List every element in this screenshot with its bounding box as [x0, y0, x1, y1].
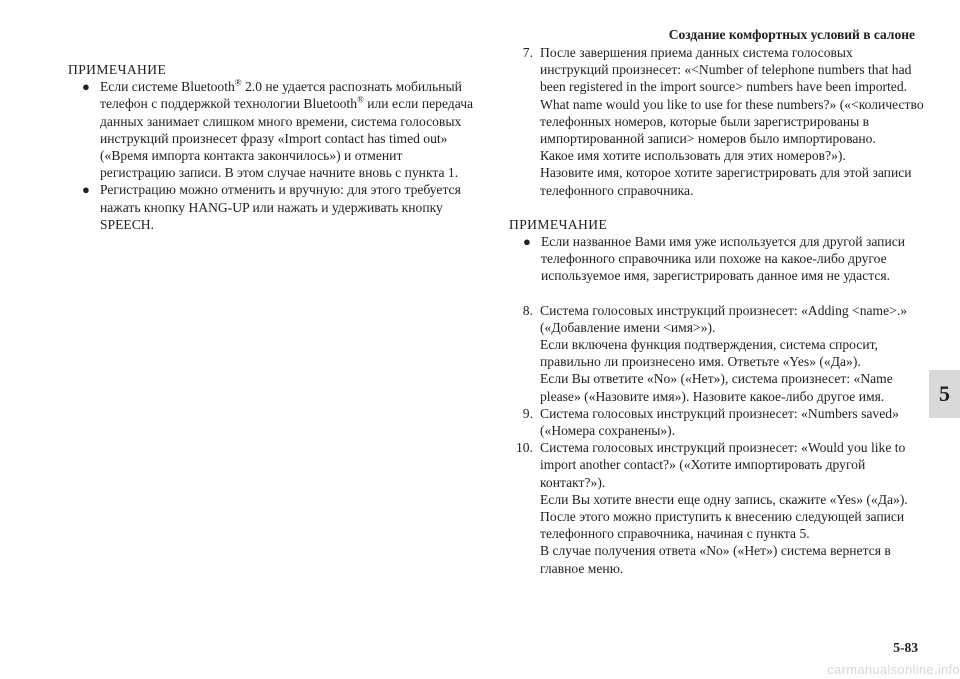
page-number: 5-83 — [893, 640, 918, 655]
note-bullet: ● Регистрацию можно отменить и вручную: для этого требуется нажать кнопку HANG-UP или нажать и удерживать кнопку SPEECH. — [82, 182, 461, 232]
bullet-icon: ● — [82, 182, 90, 198]
chapter-tab: 5 — [929, 370, 960, 418]
note-heading: ПРИМЕЧАНИЕ — [509, 216, 608, 232]
step-number: 9. — [522, 405, 533, 421]
left-column — [68, 61, 473, 233]
step-number: 10. — [516, 440, 533, 456]
step-number: 7. — [522, 45, 533, 60]
step-number: 8. — [522, 302, 533, 318]
step-10: 10. Система голосовых инструкций произнесет: «Would you like to import another contact?» («Хотите импортировать другой контакт?»). Если Вы хотите внести еще одну запись, скажите «Yes» («Да»). После этого можно приступить к внесению следующей записи телефонного справочника, начиная с пункта 5. В случае получения ответа «No» («Нет») система вернется в главное меню. — [509, 439, 914, 577]
step-9: 9. Система голосовых инструкций произнесет: «Numbers saved» («Номера сохранены»). — [509, 405, 914, 439]
note-bullet: ● Если названное Вами имя уже используется для другой записи телефонного справочника или похоже на какое-либо другое используемое имя, зарегистрировать данное имя не удастся. — [523, 234, 906, 284]
bullet-icon: ● — [82, 79, 90, 95]
step-8: 8. Система голосовых инструкций произнесет: «Adding <name>.» («Добавление имени <имя>»). Если включена функция подтверждения, система спросит, правильно ли произнесено имя. Ответьте «Yes» («Да»). Если Вы ответите «No» («Нет»), система произнесет: «Name please» («Назовите имя»). Назовите какое-либо другое имя. — [509, 302, 914, 405]
watermark: carmanualsonline.info — [827, 662, 960, 677]
bullet-icon: ● — [523, 234, 531, 250]
note-heading: ПРИМЕЧАНИЕ — [68, 62, 167, 77]
right-column — [509, 44, 924, 577]
step-7: 7. После завершения приема данных система голосовых инструкций произнесет: «<Number of telephone numbers that had been registered in the import source> numbers have been imported. What name would you like to use for these numbers?» («<количество телефонных номеров, которые были зарегистрированы в импортированной записи> номеров было импортировано. Какое имя хотите использовать для этих номеров?»). Назовите имя, которое хотите зарегистрировать для этой записи телефонного справочника. — [509, 44, 914, 199]
running-header: Создание комфортных условий в салоне — [668, 27, 915, 42]
note-bullet: ● Если системе Bluetooth® 2.0 не удается распознать мобильный телефон с поддержкой технологии Bluetooth® или если передача данных занимает слишком много времени, система голосовых инструкций произнесет фразу «Import contact has timed out» («Время импорта контакта закончилось») и отменит регистрацию записи. В этом случае начните вновь с пункта 1. — [82, 77, 474, 181]
